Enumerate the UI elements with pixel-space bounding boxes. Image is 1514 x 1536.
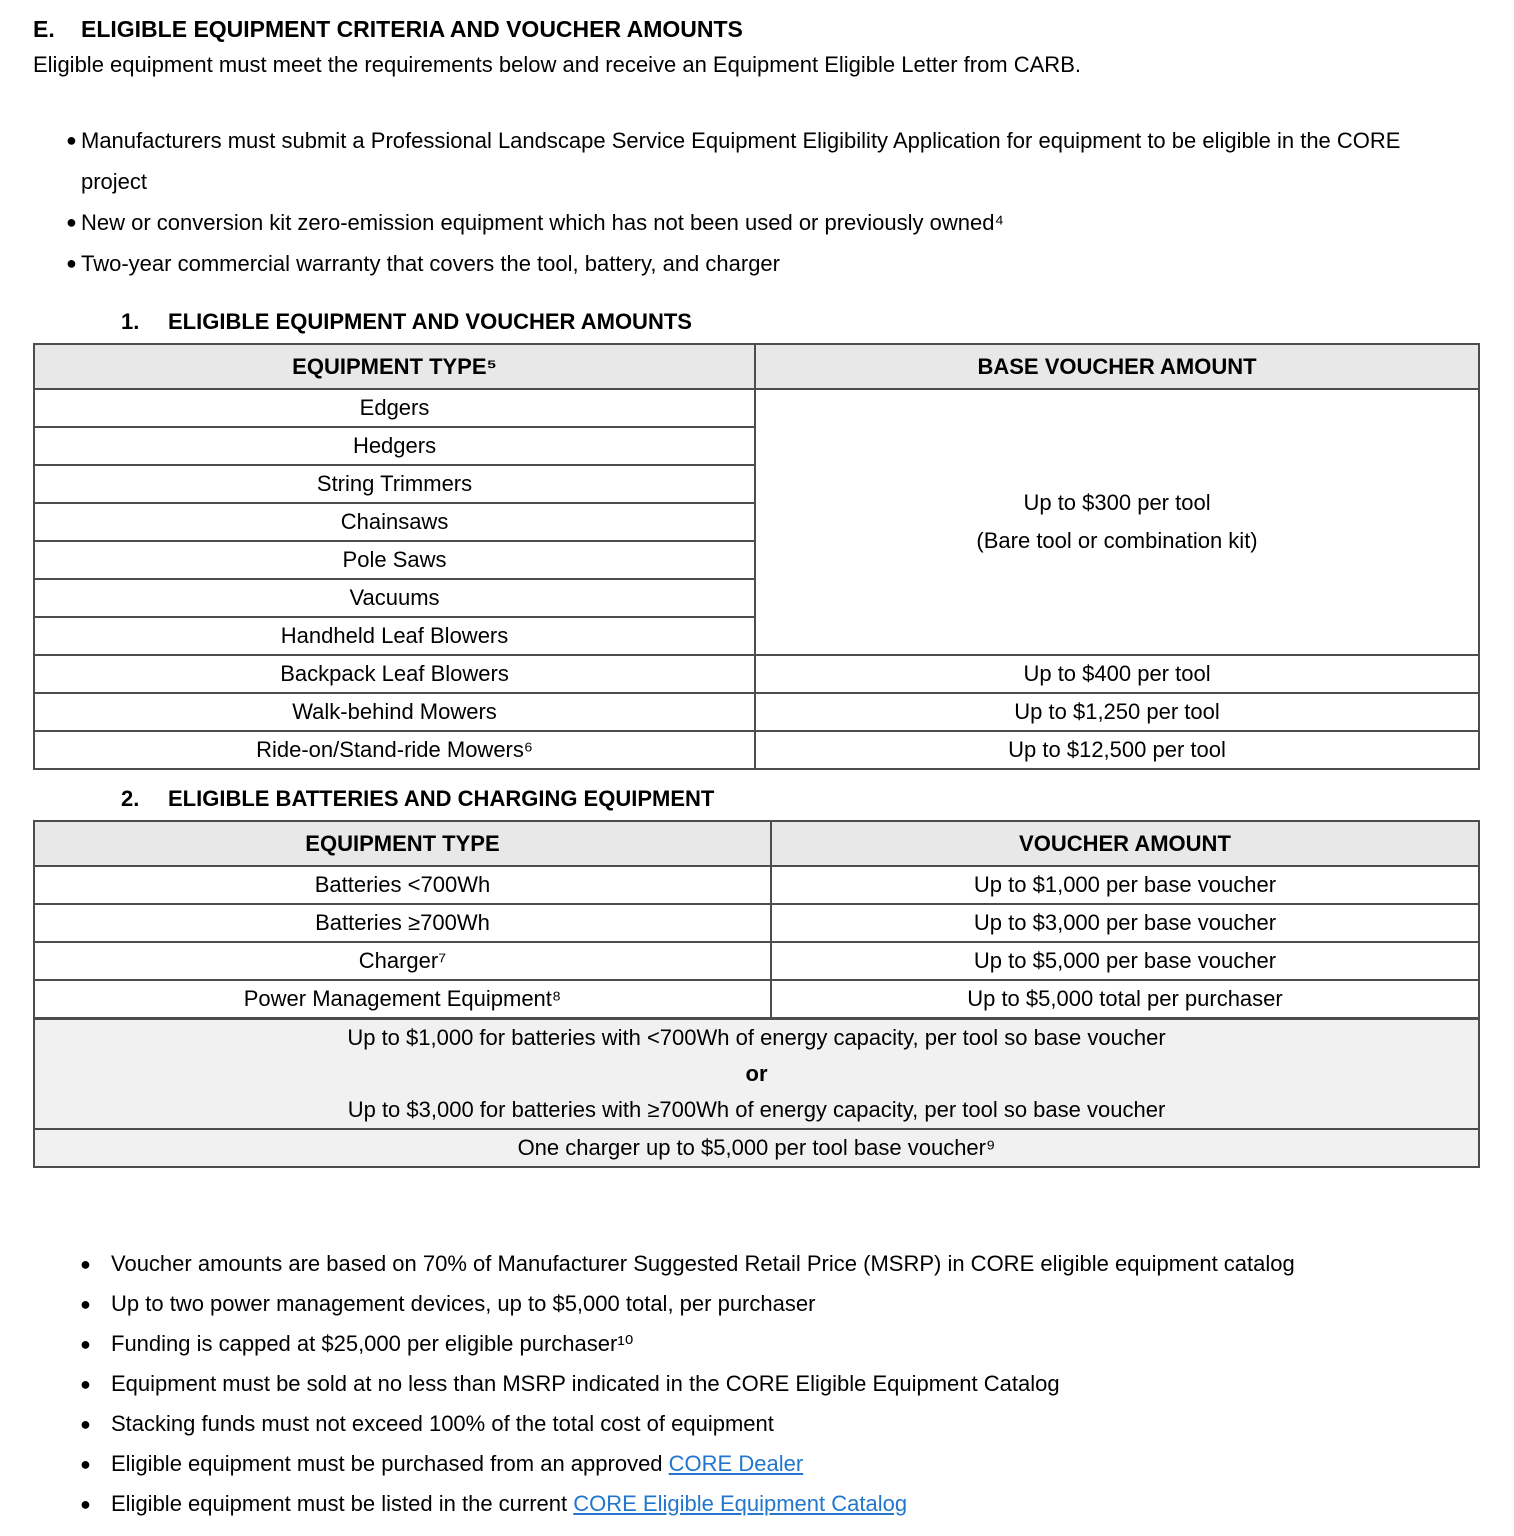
equipment-type-cell: Handheld Leaf Blowers [34,617,755,655]
bullet-icon: ● [80,1333,91,1354]
voucher-amount-cell: Up to $5,000 per base voucher [771,942,1479,980]
column-header-equipment-type: EQUIPMENT TYPE [34,821,771,866]
bullet-text: Up to two power management devices, up to $5,000 total, per purchaser [111,1290,816,1316]
bullet-text: Eligible equipment must be purchased from an approved [111,1450,669,1476]
bullet-text: Manufacturers must submit a Professional Landscape Service Equipment Eligibility Application for equipment to be eligible in the CORE project [81,128,1401,194]
list-item [33,202,1481,243]
voucher-amount-cell: Up to $3,000 per base voucher [771,904,1479,942]
bullet-text: New or conversion kit zero-emission equipment which has not been used or previously owned⁴ [81,210,1004,235]
core-eligible-equipment-catalog-link[interactable]: CORE Eligible Equipment Catalog [573,1490,908,1516]
bullet-icon: ● [80,1293,91,1314]
voucher-amount-cell: Up to $400 per tool [755,655,1479,693]
equipment-type-cell: Pole Saws [34,541,755,579]
table-row [34,389,1479,427]
voucher-rules-bullet-list [33,1244,1481,1524]
bullet-text: Equipment must be sold at no less than MSRP indicated in the CORE Eligible Equipment Catalog [111,1370,1060,1396]
bullet-text: Stacking funds must not exceed 100% of the total cost of equipment [111,1410,774,1436]
bullet-text: Two-year commercial warranty that covers the tool, battery, and charger [81,251,780,276]
bullet-icon: ● [66,212,77,232]
column-header-base-voucher-amount: BASE VOUCHER AMOUNT [755,344,1479,389]
equipment-type-cell: Backpack Leaf Blowers [34,655,755,693]
charger-voucher-note-row [34,1129,1479,1167]
equipment-voucher-table [33,343,1480,770]
base-voucher-merged-cell [755,389,1479,655]
subsection-1-title: ELIGIBLE EQUIPMENT AND VOUCHER AMOUNTS [168,309,692,334]
table-row [34,980,1479,1018]
criteria-bullet-list [33,120,1481,284]
bullet-icon: ● [66,130,77,150]
battery-voucher-note-cell [34,1018,1479,1129]
voucher-amount-line: Up to $300 per tool [1023,490,1211,515]
equipment-type-cell: Hedgers [34,427,755,465]
voucher-amount-cell: Up to $1,000 per base voucher [771,866,1479,904]
note-line: Up to $3,000 for batteries with ≥700Wh of energy capacity, per tool so base voucher [347,1096,1166,1122]
subsection-2-title: ELIGIBLE BATTERIES AND CHARGING EQUIPMENT [168,786,715,811]
note-line: Up to $1,000 for batteries with <700Wh of energy capacity, per tool so base voucher [347,1024,1166,1050]
table-row [34,866,1479,904]
batteries-charging-table [33,820,1480,1168]
core-dealer-link[interactable]: CORE Dealer [668,1450,804,1476]
equipment-type-cell: Ride-on/Stand-ride Mowers⁶ [34,731,755,769]
list-item [33,1324,1481,1364]
equipment-type-cell: Edgers [34,389,755,427]
voucher-amount-note: (Bare tool or combination kit) [976,528,1258,553]
table-header-row [34,344,1479,389]
subsection-1-number: 1. [121,309,140,334]
bullet-text: Voucher amounts are based on 70% of Manufacturer Suggested Retail Price (MSRP) in CORE eligible equipment catalog [111,1250,1295,1276]
table-row [34,731,1479,769]
voucher-amount-cell: Up to $1,250 per tool [755,693,1479,731]
subsection-2-heading [121,785,1481,813]
equipment-type-cell: Chainsaws [34,503,755,541]
bullet-icon: ● [80,1493,91,1514]
equipment-type-cell: Vacuums [34,579,755,617]
list-item [33,1244,1481,1284]
equipment-type-cell: Batteries <700Wh [34,866,771,904]
section-letter: E. [33,16,55,42]
equipment-type-cell: Charger⁷ [34,942,771,980]
list-item [33,1364,1481,1404]
voucher-amount-cell: Up to $12,500 per tool [755,731,1479,769]
note-or: or [745,1060,768,1086]
table-row [34,904,1479,942]
bullet-text: Eligible equipment must be listed in the current [111,1490,574,1516]
battery-voucher-note-row [34,1018,1479,1129]
note-line: One charger up to $5,000 per tool base voucher⁹ [517,1134,996,1160]
bullet-icon: ● [80,1373,91,1394]
list-item [33,120,1481,202]
section-title: ELIGIBLE EQUIPMENT CRITERIA AND VOUCHER AMOUNTS [81,16,743,42]
intro-paragraph: Eligible equipment must meet the requirements below and receive an Equipment Eligible Letter from CARB. [33,52,1081,77]
bullet-icon: ● [80,1453,91,1474]
table-header-row [34,821,1479,866]
charger-voucher-note-cell [34,1129,1479,1167]
list-item [33,1444,1481,1484]
subsection-1-heading [121,308,1481,336]
section-heading [33,14,1481,44]
bullet-icon: ● [66,253,77,273]
equipment-type-cell: Walk-behind Mowers [34,693,755,731]
bullet-icon: ● [80,1253,91,1274]
equipment-type-cell: String Trimmers [34,465,755,503]
list-item [33,1404,1481,1444]
equipment-type-cell: Power Management Equipment⁸ [34,980,771,1018]
table-row [34,693,1479,731]
equipment-type-cell: Batteries ≥700Wh [34,904,771,942]
list-item [33,1484,1481,1524]
subsection-2-number: 2. [121,786,140,811]
column-header-voucher-amount: VOUCHER AMOUNT [771,821,1479,866]
table-row [34,655,1479,693]
voucher-amount-cell: Up to $5,000 total per purchaser [771,980,1479,1018]
list-item [33,243,1481,284]
column-header-equipment-type: EQUIPMENT TYPE⁵ [34,344,755,389]
bullet-icon: ● [80,1413,91,1434]
bullet-text: Funding is capped at $25,000 per eligible purchaser¹⁰ [111,1330,634,1356]
table-row [34,942,1479,980]
list-item [33,1284,1481,1324]
